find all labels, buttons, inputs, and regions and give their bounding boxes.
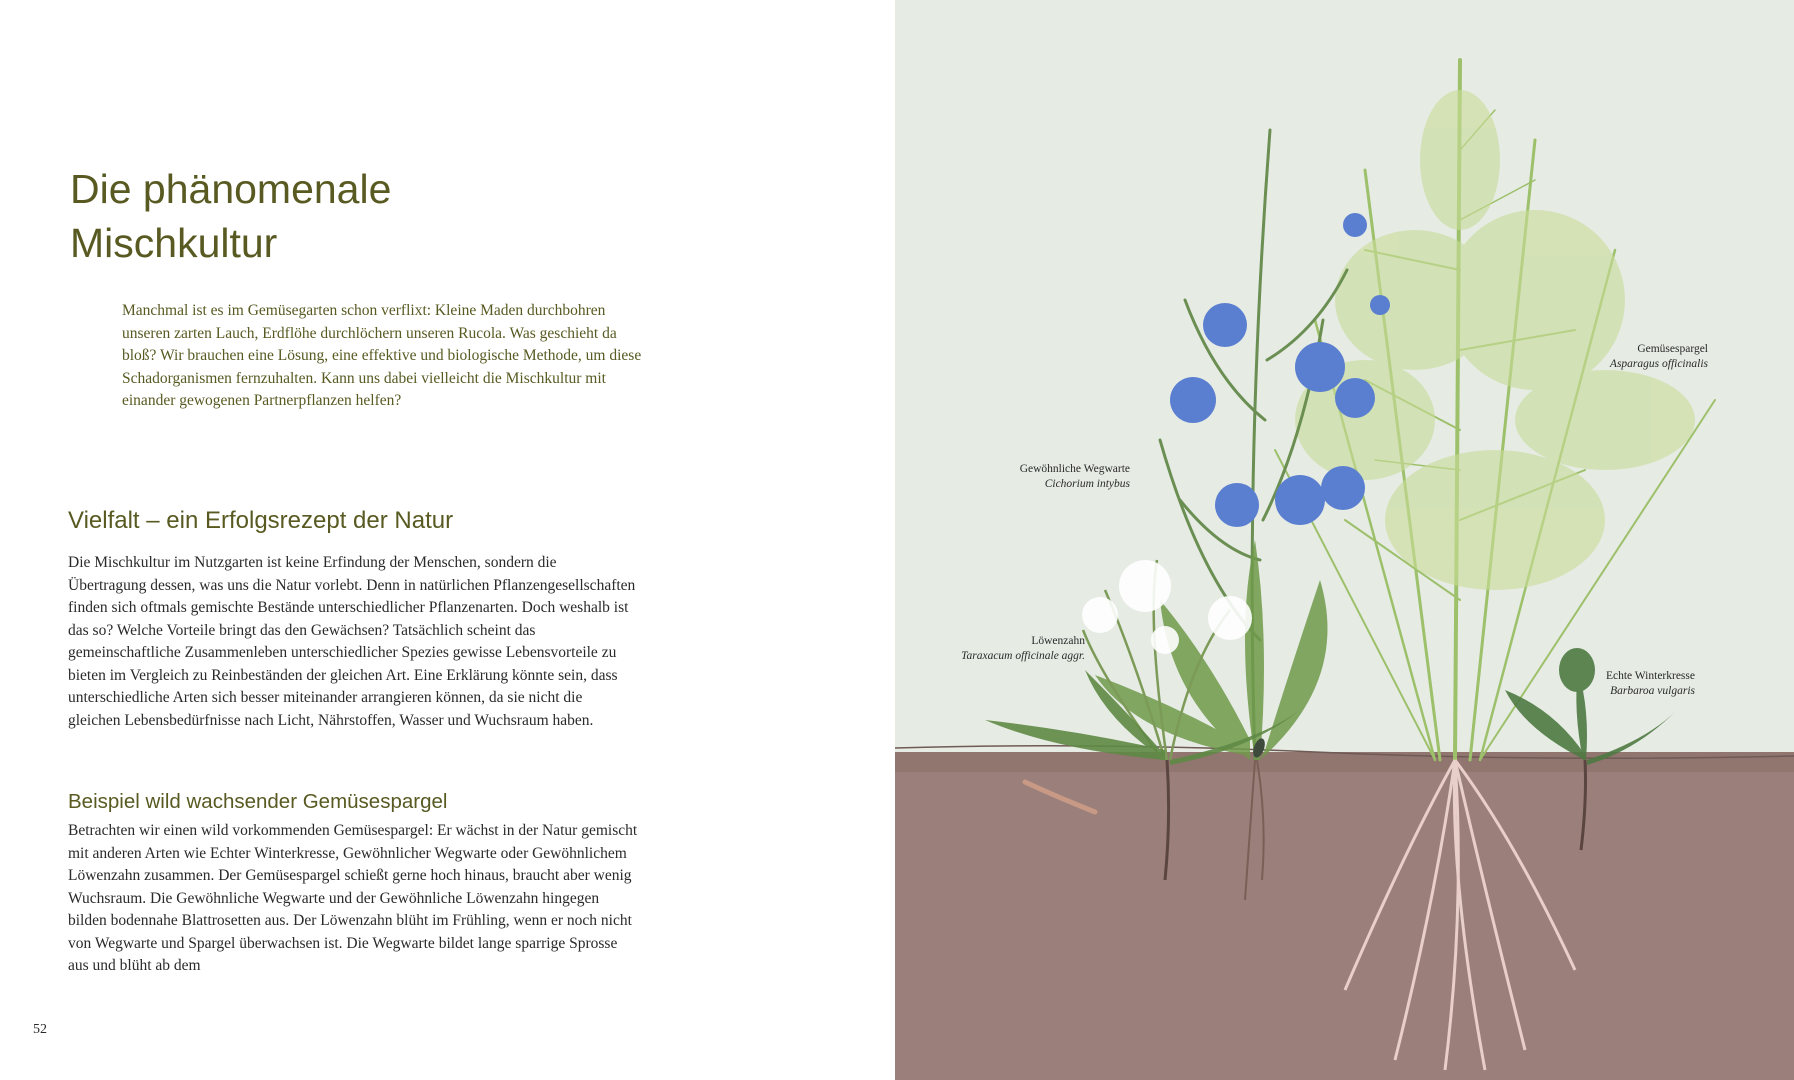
- intro-paragraph: Manchmal ist es im Gemüsegarten schon verflixt: Kleine Maden durchbohren unseren zarten Lauch, Erdflöhe durchlöchern unseren Rucola. Was geschieht da bloß? Wir brauchen eine Lösung, eine effektive und biologische Methode, um diese Schadorganismen fernzuhalten. Kann uns dabei vielleicht die Mischkultur mit einander gewogenen Partnerpflanzen helfen?: [122, 302, 642, 409]
- title-line-1: Die phänomenale: [70, 166, 392, 212]
- label-wegwarte-latin: Cichorium intybus: [1044, 478, 1130, 490]
- label-loewenzahn-latin: Taraxacum officinale aggr.: [961, 650, 1085, 662]
- body-paragraph-vielfalt: Die Mischkultur im Nutzgarten ist keine Erfindung der Menschen, sondern die Übertragung dessen, was uns die Natur vorlebt. Denn in natürlichen Pflanzengesellschaften finden sich oftmals gemischte Bestände unterschiedlicher Pflanzenarten. Doch weshalb ist das so? Welche Vorteile bringt das den Gewächsen? Tatsächlich scheint das gemeinschaftliche Zusammenleben unterschiedlicher Spezies gewisse Lebensvorteile zu bieten im Vergleich zu Reinbeständen der gleichen Art. Eine Erklärung könnte sein, dass unterschiedliche Arten sich besser miteinander arrangieren können, da sie nicht die gleichen Lebensbedürfnisse nach Licht, Nährstoffen, Wasser und Wuchsraum haben.: [68, 554, 636, 729]
- left-page: [0, 0, 895, 1080]
- label-wegwarte: [1020, 462, 1130, 492]
- page-title: [70, 162, 630, 270]
- section-heading-vielfalt: Vielfalt – ein Erfolgsrezept der Natur: [68, 507, 454, 534]
- label-spargel-latin: Asparagus officinalis: [1609, 358, 1708, 370]
- label-loewenzahn: [961, 634, 1085, 664]
- wintercress-plant: [1505, 648, 1677, 765]
- label-winterkresse: [1606, 669, 1695, 699]
- plant-illustration: [895, 0, 1794, 1080]
- label-kresse-common: Echte Winterkresse: [1605, 670, 1695, 682]
- label-kresse-latin: Barbaroa vulgaris: [1610, 685, 1695, 697]
- label-gemuesespargel: [1610, 342, 1708, 372]
- page-number: 52: [33, 1022, 47, 1037]
- soil-area: [895, 752, 1794, 1080]
- body-paragraph-spargel: Betrachten wir einen wild vorkommenden Gemüsespargel: Er wächst in der Natur gemischt mit anderen Arten wie Echter Winterkresse, Gewöhnlicher Wegwarte oder Gewöhnlichem Löwenzahn zusammen. Der Gemüsespargel schießt gerne hoch hinaus, braucht aber wenig Wuchsraum. Die Gewöhnliche Wegwarte und der Gewöhnliche Löwenzahn hingegen bilden bodennahe Blattrosetten aus. Der Löwenzahn blüht im Frühling, wenn er noch nicht von Wegwarte und Spargel überwachsen ist. Die Wegwarte bildet lange sparrige Sprosse aus und blüht ab dem: [68, 822, 638, 974]
- soil-shade: [895, 752, 1794, 772]
- section-heading-spargel: Beispiel wild wachsender Gemüsespargel: [68, 790, 448, 813]
- dandelion-seedheads: [1082, 560, 1252, 654]
- asparagus-fronds: [1295, 90, 1695, 590]
- label-wegwarte-common: Gewöhnliche Wegwarte: [1019, 463, 1130, 475]
- title-line-2: Mischkultur: [70, 220, 278, 266]
- illustration-svg: [895, 0, 1794, 1080]
- label-spargel-common: Gemüsespargel: [1637, 343, 1708, 355]
- label-loewenzahn-common: Löwenzahn: [1031, 635, 1085, 647]
